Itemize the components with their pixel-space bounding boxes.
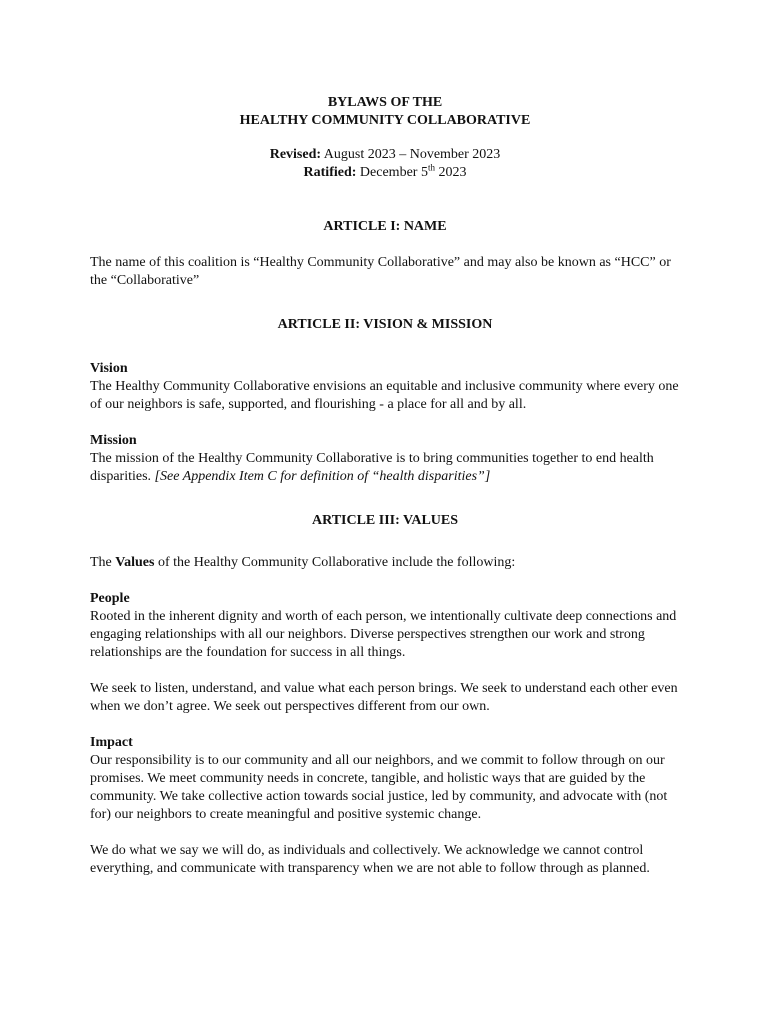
values-intro-pre: The [90, 555, 116, 570]
people-paragraph-2: We seek to listen, understand, and value what each person brings. We seek to understand each other even when we don’t agree. We seek out perspectives different from our own. [90, 681, 678, 714]
revised-value: August 2023 – November 2023 [321, 147, 501, 162]
values-intro-post: of the Healthy Community Collaborative include the following: [154, 555, 516, 570]
mission-paragraph [90, 450, 680, 486]
mission-text: The mission of the Healthy Community Collaborative is to bring communities together to end health disparities. [90, 451, 654, 484]
document-page [90, 94, 680, 878]
impact-paragraph-2: We do what we say we will do, as individuals and collectively. We acknowledge we cannot control everything, and communicate with transparency when we are not able to follow through as planned. [90, 843, 650, 876]
ratified-year: 2023 [434, 165, 467, 180]
ratified-superscript: th [427, 162, 435, 173]
article-1-heading: ARTICLE I: NAME [323, 219, 447, 234]
revised-line [90, 146, 680, 164]
document-title [90, 94, 680, 130]
vision-heading: Vision [90, 361, 128, 376]
people-heading: People [90, 591, 130, 606]
revised-label: Revised: [269, 147, 322, 162]
ratified-line [90, 164, 680, 182]
mission-note: [See Appendix Item C for definition of “health disparities”] [154, 469, 491, 484]
values-intro-bold: Values [115, 555, 155, 570]
vision-text: The Healthy Community Collaborative envisions an equitable and inclusive community where every one of our neighbors is safe, supported, and flourishing - a place for all and by all. [90, 379, 679, 412]
title-line-2: HEALTHY COMMUNITY COLLABORATIVE [239, 113, 531, 128]
impact-paragraph-1: Our responsibility is to our community and all our neighbors, and we commit to follow through on our promises. We meet community needs in concrete, tangible, and holistic ways that are guided by the community. We take collective action towards social justice, led by community, and advocate with (not for) our neighbors to create meaningful and positive systemic change. [90, 753, 668, 822]
impact-heading: Impact [90, 735, 133, 750]
mission-heading: Mission [90, 433, 137, 448]
values-intro [90, 554, 680, 572]
article-3-heading: ARTICLE III: VALUES [311, 513, 459, 528]
people-paragraph-1: Rooted in the inherent dignity and worth of each person, we intentionally cultivate deep connections and engaging relationships with all our neighbors. Diverse perspectives strengthen our work and strong relationships are the foundation for success in all things. [90, 609, 677, 660]
title-line-1: BYLAWS OF THE [327, 95, 443, 110]
article-1-text: The name of this coalition is “Healthy Community Collaborative” and may also be known as “HCC” or the “Collaborative” [90, 255, 671, 288]
ratified-value: December 5 [356, 165, 428, 180]
article-2-heading: ARTICLE II: VISION & MISSION [277, 317, 493, 332]
ratified-label: Ratified: [303, 165, 357, 180]
revision-info [90, 146, 680, 182]
